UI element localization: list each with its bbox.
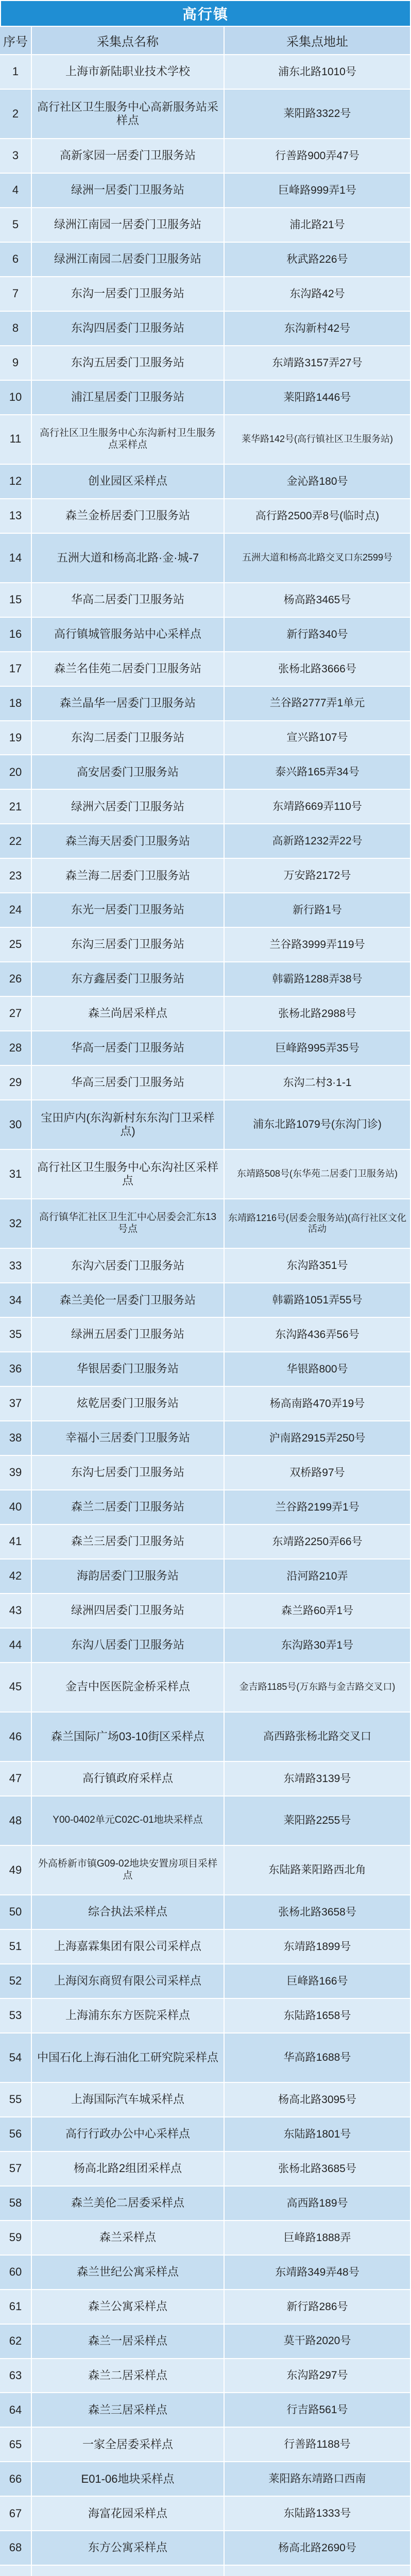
collection-site-address: 万安路2172号 bbox=[225, 859, 411, 892]
collection-site-name: 高新家园一居委门卫服务站 bbox=[32, 139, 225, 173]
row-number: 5 bbox=[0, 208, 32, 242]
collection-site-name: 高行社区卫生服务中心高新服务站采样点 bbox=[32, 90, 225, 138]
collection-site-name: 森兰名佳苑二居委门卫服务站 bbox=[32, 652, 225, 686]
table-row bbox=[0, 2221, 411, 2256]
table-row bbox=[0, 534, 411, 583]
table-title: 高行镇 bbox=[0, 0, 411, 27]
collection-site-address: 东沟新村42号 bbox=[225, 312, 411, 345]
collection-site-name: 东方公寓采样点 bbox=[32, 2531, 225, 2565]
collection-site-address: 高西路189号 bbox=[225, 2187, 411, 2220]
collection-site-address: 东靖路3157弄27号 bbox=[225, 346, 411, 380]
collection-site-address: 张杨北路3685号 bbox=[225, 2152, 411, 2185]
table-row bbox=[0, 55, 411, 90]
collection-site-address: 东沟路30弄1号 bbox=[225, 1629, 411, 1662]
table-row bbox=[0, 346, 411, 381]
collection-site-name: 创业园区采样点 bbox=[32, 465, 225, 498]
collection-site-address: 浦东北路1010号 bbox=[225, 55, 411, 89]
table-row bbox=[0, 2033, 411, 2083]
collection-site-name: 东方鑫居委门卫服务站 bbox=[32, 962, 225, 996]
table-row bbox=[0, 1421, 411, 1456]
collection-site-name: 东沟七居委门卫服务站 bbox=[32, 1456, 225, 1489]
collection-site-name: 外高桥新市镇G09-02地块安置房项目采样点 bbox=[32, 1846, 225, 1894]
collection-site-name: 绿洲一居委门卫服务站 bbox=[32, 174, 225, 207]
table-row bbox=[0, 2083, 411, 2117]
collection-site-address: 兰谷路2777弄1单元 bbox=[225, 687, 411, 720]
collection-site-name: 森兰世纪公寓采样点 bbox=[32, 2256, 225, 2289]
row-number bbox=[0, 2566, 32, 2576]
row-number: 1 bbox=[0, 55, 32, 89]
collection-site-name: 浦江星居委门卫服务站 bbox=[32, 381, 225, 414]
table-row bbox=[0, 1249, 411, 1283]
collection-site-name: 海韵居委门卫服务站 bbox=[32, 1560, 225, 1593]
table-row bbox=[0, 499, 411, 534]
collection-site-name: 中国石化上海石油化工研究院采样点 bbox=[32, 2033, 225, 2082]
collection-site-name: 东沟二居委门卫服务站 bbox=[32, 721, 225, 755]
collection-site-name: 五洲大道和杨高北路·金·城-7 bbox=[32, 534, 225, 582]
collection-site-address: 巨峰路995弄35号 bbox=[225, 1031, 411, 1065]
collection-site-name: 海富花园采样点 bbox=[32, 2497, 225, 2530]
collection-site-name: 上海闵东商贸有限公司采样点 bbox=[32, 1964, 225, 1998]
table-row bbox=[0, 1930, 411, 1964]
table-body bbox=[0, 55, 411, 2576]
table-row bbox=[0, 2462, 411, 2497]
collection-site-name: 森兰金桥居委门卫服务站 bbox=[32, 499, 225, 533]
row-number: 37 bbox=[0, 1387, 32, 1420]
collection-site-name: 森兰尚居采样点 bbox=[32, 997, 225, 1030]
table-row bbox=[0, 583, 411, 618]
row-number: 65 bbox=[0, 2428, 32, 2461]
row-number: 60 bbox=[0, 2256, 32, 2289]
table-row bbox=[0, 1594, 411, 1629]
row-number: 22 bbox=[0, 824, 32, 858]
collection-site-address: 杨高北路3095号 bbox=[225, 2083, 411, 2116]
collection-site-address: 东沟路297号 bbox=[225, 2359, 411, 2393]
collection-site-name: 综合执法采样点 bbox=[32, 1895, 225, 1929]
collection-site-address: 宣兴路107号 bbox=[225, 721, 411, 755]
row-number: 53 bbox=[0, 1999, 32, 2032]
table-row bbox=[0, 465, 411, 499]
collection-site-address: 巨峰路1888弄 bbox=[225, 2221, 411, 2255]
row-number: 64 bbox=[0, 2393, 32, 2427]
collection-site-address: 东沟路436弄56号 bbox=[225, 1318, 411, 1351]
row-number: 50 bbox=[0, 1895, 32, 1929]
row-number: 33 bbox=[0, 1249, 32, 1282]
row-number: 6 bbox=[0, 243, 32, 276]
table-row bbox=[0, 893, 411, 928]
row-number: 9 bbox=[0, 346, 32, 380]
table-row bbox=[0, 1560, 411, 1594]
collection-site-address: 杨高南路470弄19号 bbox=[225, 1387, 411, 1420]
table-row bbox=[0, 1713, 411, 1762]
table-row bbox=[0, 2325, 411, 2359]
collection-site-name: 绿洲六居委门卫服务站 bbox=[32, 790, 225, 823]
collection-site-name bbox=[32, 2566, 225, 2576]
collection-site-address: 张杨北路3666号 bbox=[225, 652, 411, 686]
table-row bbox=[0, 2497, 411, 2531]
table-header bbox=[0, 27, 411, 55]
row-number: 63 bbox=[0, 2359, 32, 2393]
row-number: 49 bbox=[0, 1846, 32, 1894]
collection-site-name: 上海浦东东方医院采样点 bbox=[32, 1999, 225, 2032]
collection-site-address: 东沟路42号 bbox=[225, 277, 411, 311]
collection-site-name: 森兰三居采样点 bbox=[32, 2393, 225, 2427]
collection-site-address: 行吉路561号 bbox=[225, 2393, 411, 2427]
row-number: 43 bbox=[0, 1594, 32, 1628]
collection-site-address: 韩霸路1051弄55号 bbox=[225, 1283, 411, 1317]
table-row bbox=[0, 381, 411, 415]
collection-site-name: 绿洲五居委门卫服务站 bbox=[32, 1318, 225, 1351]
row-number: 46 bbox=[0, 1713, 32, 1761]
row-number: 30 bbox=[0, 1100, 32, 1149]
row-number: 48 bbox=[0, 1797, 32, 1845]
row-number: 52 bbox=[0, 1964, 32, 1998]
row-number: 4 bbox=[0, 174, 32, 207]
collection-site-address: 浦东北路1079号(东沟门诊) bbox=[225, 1100, 411, 1149]
row-number: 3 bbox=[0, 139, 32, 173]
collection-site-address: 莱阳路1446号 bbox=[225, 381, 411, 414]
table-row bbox=[0, 2359, 411, 2394]
collection-site-address: 东陆路1801号 bbox=[225, 2117, 411, 2151]
row-number: 25 bbox=[0, 928, 32, 961]
table-row bbox=[0, 1352, 411, 1387]
collection-site-name: 华银居委门卫服务站 bbox=[32, 1352, 225, 1386]
row-number: 16 bbox=[0, 618, 32, 651]
collection-site-name: 华高三居委门卫服务站 bbox=[32, 1066, 225, 1099]
collection-site-name: 华高一居委门卫服务站 bbox=[32, 1031, 225, 1065]
collection-site-address: 东沟二村3·1-1 bbox=[225, 1066, 411, 1099]
row-number: 29 bbox=[0, 1066, 32, 1099]
row-number: 57 bbox=[0, 2152, 32, 2185]
row-number: 62 bbox=[0, 2325, 32, 2358]
table-row bbox=[0, 1629, 411, 1663]
collection-site-name: 上海市新陆职业技术学校 bbox=[32, 55, 225, 89]
table-row bbox=[0, 652, 411, 687]
table-row bbox=[0, 1762, 411, 1797]
collection-site-address: 莱阳路3322号 bbox=[225, 90, 411, 138]
row-number: 14 bbox=[0, 534, 32, 582]
collection-site-name: 森兰国际广场03-10街区采样点 bbox=[32, 1713, 225, 1761]
collection-site-address: 东靖路508号(东华苑二居委门卫服务站) bbox=[225, 1150, 411, 1198]
table-row bbox=[0, 2531, 411, 2566]
collection-site-address: 东靖路3139号 bbox=[225, 1762, 411, 1795]
row-number: 39 bbox=[0, 1456, 32, 1489]
row-number: 11 bbox=[0, 415, 32, 464]
collection-site-name: 金吉中医医院金桥采样点 bbox=[32, 1663, 225, 1711]
row-number: 28 bbox=[0, 1031, 32, 1065]
row-number: 38 bbox=[0, 1421, 32, 1455]
collection-site-name: 森兰二居委门卫服务站 bbox=[32, 1490, 225, 1524]
collection-site-name: Y00-0402单元C02C-01地块采样点 bbox=[32, 1797, 225, 1845]
collection-site-address: 五洲大道和杨高北路交叉口东2599号 bbox=[225, 534, 411, 582]
collection-site-address: 东靖路349弄48号 bbox=[225, 2256, 411, 2289]
collection-site-name: 高行行政办公中心采样点 bbox=[32, 2117, 225, 2151]
collection-site-name: 森兰三居委门卫服务站 bbox=[32, 1525, 225, 1558]
collection-site-address: 巨峰路166号 bbox=[225, 1964, 411, 1998]
collection-site-address: 莱阳路东靖路口西南 bbox=[225, 2462, 411, 2496]
collection-site-address: 东靖路2250弄66号 bbox=[225, 1525, 411, 1558]
table-row bbox=[0, 415, 411, 465]
collection-site-address: 莱华路142号(高行镇社区卫生服务站) bbox=[225, 415, 411, 464]
collection-site-address: 杨高路3465号 bbox=[225, 583, 411, 617]
collection-site-address: 张杨北路3658号 bbox=[225, 1895, 411, 1929]
row-number: 45 bbox=[0, 1663, 32, 1711]
row-number: 42 bbox=[0, 1560, 32, 1593]
collection-site-address: 高行路2500弄8号(临时点) bbox=[225, 499, 411, 533]
collection-site-name: 森兰海二居委门卫服务站 bbox=[32, 859, 225, 892]
table-row bbox=[0, 174, 411, 208]
table-row bbox=[0, 1100, 411, 1150]
row-number: 34 bbox=[0, 1283, 32, 1317]
collection-site-address bbox=[225, 2566, 411, 2576]
table-row bbox=[0, 790, 411, 824]
row-number: 26 bbox=[0, 962, 32, 996]
row-number: 47 bbox=[0, 1762, 32, 1795]
table-row bbox=[0, 859, 411, 893]
row-number: 12 bbox=[0, 465, 32, 498]
collection-site-address: 新行路340号 bbox=[225, 618, 411, 651]
table-row bbox=[0, 618, 411, 652]
collection-site-address: 东沟路351号 bbox=[225, 1249, 411, 1282]
table-row bbox=[0, 1066, 411, 1100]
collection-site-address: 巨峰路999弄1号 bbox=[225, 174, 411, 207]
collection-site-name: 幸福小三居委门卫服务站 bbox=[32, 1421, 225, 1455]
collection-site-address: 华银路800号 bbox=[225, 1352, 411, 1386]
collection-site-address: 兰谷路3999弄119号 bbox=[225, 928, 411, 961]
table-row bbox=[0, 2256, 411, 2290]
table-row bbox=[0, 277, 411, 312]
row-number: 27 bbox=[0, 997, 32, 1030]
table-row bbox=[0, 1031, 411, 1066]
collection-site-address: 森兰路60弄1号 bbox=[225, 1594, 411, 1628]
table-row bbox=[0, 1456, 411, 1490]
table-row bbox=[0, 1318, 411, 1352]
collection-site-address: 浦北路21号 bbox=[225, 208, 411, 242]
table-row bbox=[0, 1964, 411, 1999]
collection-site-address: 华高路1688号 bbox=[225, 2033, 411, 2082]
table-row bbox=[0, 2428, 411, 2462]
row-number: 18 bbox=[0, 687, 32, 720]
collection-site-address: 秋武路226号 bbox=[225, 243, 411, 276]
row-number: 2 bbox=[0, 90, 32, 138]
row-number: 67 bbox=[0, 2497, 32, 2530]
collection-site-address: 莱阳路2255号 bbox=[225, 1797, 411, 1845]
collection-site-name: 绿洲四居委门卫服务站 bbox=[32, 1594, 225, 1628]
table-row bbox=[0, 997, 411, 1031]
table-row bbox=[0, 755, 411, 790]
table-row bbox=[0, 2290, 411, 2325]
collection-site-address: 新行路1号 bbox=[225, 893, 411, 927]
row-number: 7 bbox=[0, 277, 32, 311]
row-number: 54 bbox=[0, 2033, 32, 2082]
collection-site-name: 杨高北路2组团采样点 bbox=[32, 2152, 225, 2185]
column-header-site: 采集点名称 bbox=[32, 27, 225, 54]
table-row bbox=[0, 1490, 411, 1525]
collection-site-name: 东光一居委门卫服务站 bbox=[32, 893, 225, 927]
collection-site-address: 高西路张杨北路交叉口 bbox=[225, 1713, 411, 1761]
collection-site-name: 高行社区卫生服务中心东沟新村卫生服务点采样点 bbox=[32, 415, 225, 464]
collection-site-name: 森兰二居采样点 bbox=[32, 2359, 225, 2393]
collection-site-name: 高行社区卫生服务中心东沟社区采样点 bbox=[32, 1150, 225, 1198]
collection-site-address: 双桥路97号 bbox=[225, 1456, 411, 1489]
collection-site-name: 高行镇城管服务站中心采样点 bbox=[32, 618, 225, 651]
collection-site-name: 东沟八居委门卫服务站 bbox=[32, 1629, 225, 1662]
collection-site-address: 泰兴路165弄34号 bbox=[225, 755, 411, 789]
collection-site-address: 金吉路1185号(万东路与金吉路交叉口) bbox=[225, 1663, 411, 1711]
collection-site-name: 高行镇政府采样点 bbox=[32, 1762, 225, 1795]
collection-site-address: 沪南路2915弄250号 bbox=[225, 1421, 411, 1455]
collection-site-name: 绿洲江南园一居委门卫服务站 bbox=[32, 208, 225, 242]
collection-site-address: 韩霸路1288弄38号 bbox=[225, 962, 411, 996]
table-row bbox=[0, 1663, 411, 1713]
row-number: 21 bbox=[0, 790, 32, 823]
table-row bbox=[0, 1387, 411, 1421]
row-number: 51 bbox=[0, 1930, 32, 1963]
collection-site-name: 森兰公寓采样点 bbox=[32, 2290, 225, 2324]
column-header-no: 序号 bbox=[0, 27, 32, 54]
collection-site-address: 兰谷路2199弄1号 bbox=[225, 1490, 411, 1524]
collection-site-name: 高安居委门卫服务站 bbox=[32, 755, 225, 789]
collection-site-name: 东沟六居委门卫服务站 bbox=[32, 1249, 225, 1282]
table-row bbox=[0, 1525, 411, 1560]
collection-site-address: 东靖路1899号 bbox=[225, 1930, 411, 1963]
table-row bbox=[0, 1999, 411, 2033]
table-row bbox=[0, 928, 411, 962]
table-row bbox=[0, 721, 411, 756]
collection-site-address: 东靖路669弄110号 bbox=[225, 790, 411, 823]
column-header-address: 采集点地址 bbox=[225, 27, 411, 54]
collection-site-name: 华高二居委门卫服务站 bbox=[32, 583, 225, 617]
row-number: 31 bbox=[0, 1150, 32, 1198]
collection-site-name: 一家全居委采样点 bbox=[32, 2428, 225, 2461]
collection-site-address: 东陆路1658号 bbox=[225, 1999, 411, 2032]
table-row bbox=[0, 243, 411, 277]
collection-site-name: 森兰采样点 bbox=[32, 2221, 225, 2255]
row-number: 32 bbox=[0, 1199, 32, 1248]
collection-site-name: 东沟三居委门卫服务站 bbox=[32, 928, 225, 961]
collection-site-address: 东陆路1333号 bbox=[225, 2497, 411, 2530]
row-number: 41 bbox=[0, 1525, 32, 1558]
collection-site-address: 杨高北路2690号 bbox=[225, 2531, 411, 2565]
row-number: 56 bbox=[0, 2117, 32, 2151]
row-number: 35 bbox=[0, 1318, 32, 1351]
collection-site-name: 森兰晶华一居委门卫服务站 bbox=[32, 687, 225, 720]
collection-site-name: 绿洲江南园二居委门卫服务站 bbox=[32, 243, 225, 276]
collection-site-name: 森兰一居采样点 bbox=[32, 2325, 225, 2358]
collection-site-address: 莫干路2020号 bbox=[225, 2325, 411, 2358]
collection-site-address: 高新路1232弄22号 bbox=[225, 824, 411, 858]
row-number: 61 bbox=[0, 2290, 32, 2324]
row-number: 23 bbox=[0, 859, 32, 892]
collection-site-name: 上海嘉霖集团有限公司采样点 bbox=[32, 1930, 225, 1963]
collection-site-name: 高行镇华汇社区卫生汇中心居委会汇东13号点 bbox=[32, 1199, 225, 1248]
table-row bbox=[0, 1895, 411, 1930]
row-number: 40 bbox=[0, 1490, 32, 1524]
collection-site-name: 上海国际汽车城采样点 bbox=[32, 2083, 225, 2116]
table-row bbox=[0, 2566, 411, 2576]
collection-site-name: 炫乾居委门卫服务站 bbox=[32, 1387, 225, 1420]
collection-site-name: E01-06地块采样点 bbox=[32, 2462, 225, 2496]
table-row bbox=[0, 2393, 411, 2428]
row-number: 66 bbox=[0, 2462, 32, 2496]
collection-site-address: 行善路1188号 bbox=[225, 2428, 411, 2461]
table-row bbox=[0, 2187, 411, 2221]
collection-site-address: 新行路286号 bbox=[225, 2290, 411, 2324]
table-row bbox=[0, 687, 411, 721]
row-number: 17 bbox=[0, 652, 32, 686]
row-number: 58 bbox=[0, 2187, 32, 2220]
table-row bbox=[0, 824, 411, 859]
table-row bbox=[0, 90, 411, 139]
row-number: 55 bbox=[0, 2083, 32, 2116]
table-row bbox=[0, 2117, 411, 2152]
row-number: 24 bbox=[0, 893, 32, 927]
table-row bbox=[0, 1846, 411, 1895]
row-number: 8 bbox=[0, 312, 32, 345]
table-row bbox=[0, 1199, 411, 1249]
collection-site-name: 东沟五居委门卫服务站 bbox=[32, 346, 225, 380]
collection-site-name: 森兰海天居委门卫服务站 bbox=[32, 824, 225, 858]
collection-site-address: 东陆路莱阳路西北角 bbox=[225, 1846, 411, 1894]
table-row bbox=[0, 962, 411, 997]
table-row bbox=[0, 1283, 411, 1318]
collection-site-address: 金沁路180号 bbox=[225, 465, 411, 498]
collection-site-address: 东靖路1216号(居委会服务站)(高行社区文化活动 bbox=[225, 1199, 411, 1248]
collection-site-name: 宝田庐内(东沟新村东东沟门卫采样点) bbox=[32, 1100, 225, 1149]
collection-site-name: 森兰美伦二居委采样点 bbox=[32, 2187, 225, 2220]
row-number: 59 bbox=[0, 2221, 32, 2255]
table-row bbox=[0, 1797, 411, 1846]
row-number: 13 bbox=[0, 499, 32, 533]
table-row bbox=[0, 312, 411, 346]
table-row bbox=[0, 1150, 411, 1199]
table-row bbox=[0, 2152, 411, 2187]
table-row bbox=[0, 208, 411, 243]
row-number: 68 bbox=[0, 2531, 32, 2565]
row-number: 15 bbox=[0, 583, 32, 617]
row-number: 19 bbox=[0, 721, 32, 755]
row-number: 20 bbox=[0, 755, 32, 789]
collection-site-address: 张杨北路2988号 bbox=[225, 997, 411, 1030]
collection-site-name: 东沟一居委门卫服务站 bbox=[32, 277, 225, 311]
collection-site-name: 森兰美伦一居委门卫服务站 bbox=[32, 1283, 225, 1317]
collection-site-address: 沿河路210弄 bbox=[225, 1560, 411, 1593]
collection-site-address: 行善路900弄47号 bbox=[225, 139, 411, 173]
row-number: 44 bbox=[0, 1629, 32, 1662]
table-row bbox=[0, 139, 411, 174]
row-number: 36 bbox=[0, 1352, 32, 1386]
row-number: 10 bbox=[0, 381, 32, 414]
collection-site-name: 东沟四居委门卫服务站 bbox=[32, 312, 225, 345]
